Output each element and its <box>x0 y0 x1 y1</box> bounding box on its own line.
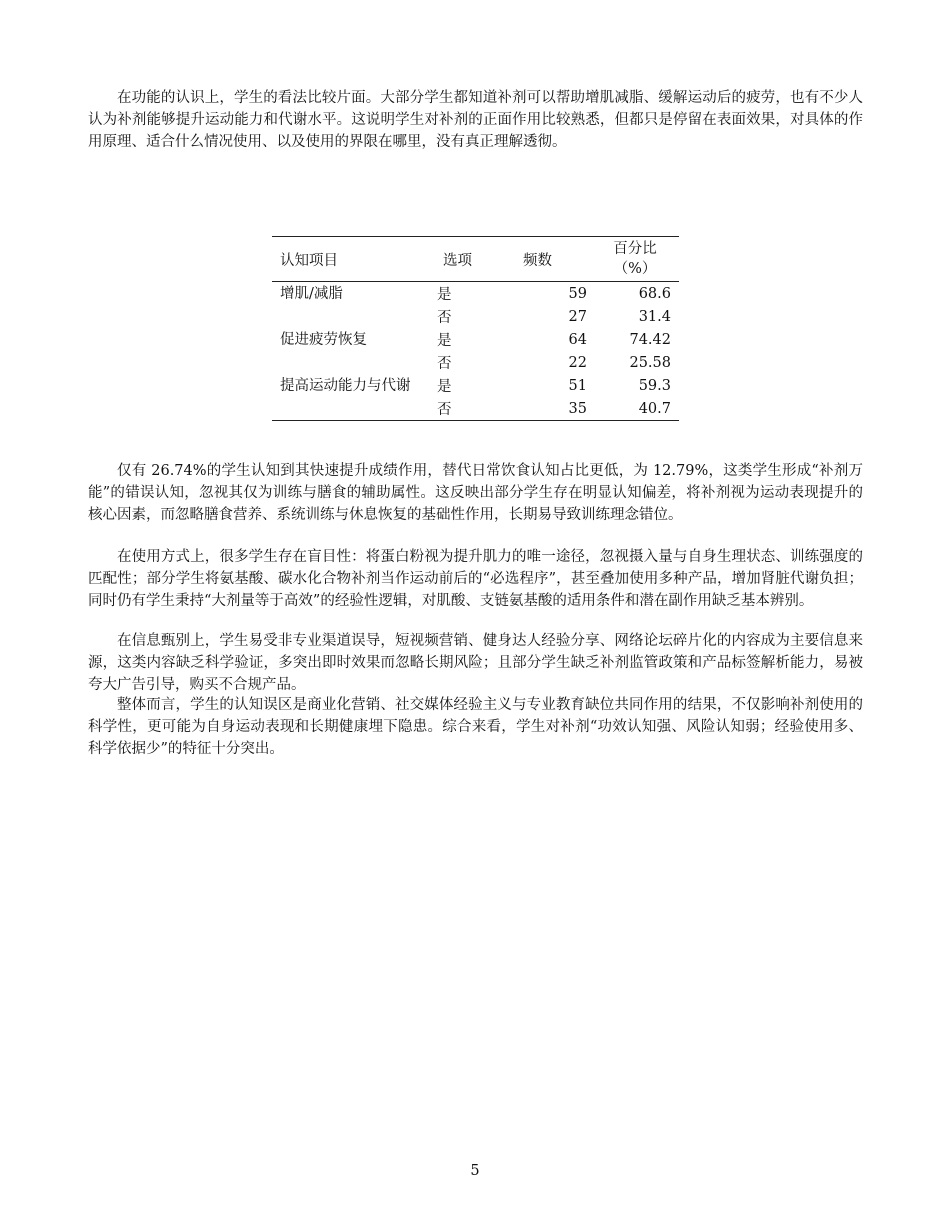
table-row <box>272 282 679 306</box>
header-percentage-label: 百分比 <box>613 241 657 257</box>
cell-option: 否 <box>437 310 452 326</box>
cell-item: 提高运动能力与代谢 <box>280 377 411 394</box>
cell-item: 增肌/减脂 <box>280 285 343 302</box>
cell-item: 促进疲劳恢复 <box>280 331 367 348</box>
cell-item <box>272 397 435 421</box>
paragraph-usage-method: 在使用方式上，很多学生存在盲目性：将蛋白粉视为提升肌力的唯一途径，忽视摄入量与自身生理状态、训练强度的匹配性；部分学生将氨基酸、碳水化合物补剂当作运动前后的“必选程序”，甚至叠加使用多种产品，增加肾脏代谢负担；同时仍有学生秉持“大剂量等于高效”的经验性逻辑，对肌酸、支链氨基酸的适用条件和潜在副作用缺乏基本辨别。 <box>88 549 863 609</box>
data-table <box>272 236 679 421</box>
cell-item <box>272 305 435 328</box>
table-header-row <box>272 237 679 282</box>
paragraph-information-screening: 在信息甄别上，学生易受非专业渠道误导，短视频营销、健身达人经验分享、网络论坛碎片化的内容成为主要信息来源，这类内容缺乏科学验证，多突出即时效果而忽略长期风险；且部分学生缺乏补剂监管政策和产品标签解析能力，易被夸大广告引导，购买不合规产品。 <box>88 633 863 693</box>
cell-percentage: 59.3 <box>638 377 671 394</box>
table-row <box>272 374 679 397</box>
cell-percentage: 74.42 <box>629 331 671 348</box>
cell-option: 否 <box>435 397 515 421</box>
paragraph-overall-summary: 整体而言，学生的认知误区是商业化营销、社交媒体经验主义与专业教育缺位共同作用的结果，不仅影响补剂使用的科学性，更可能为自身运动表现和长期健康埋下隐患。综合来看，学生对补剂“功效认知强、风险认知弱；经验使用多、科学依据少”的特征十分突出。 <box>88 697 863 757</box>
page-number: 5 <box>470 1163 480 1179</box>
table-row <box>272 351 679 374</box>
header-percentage-unit: （%） <box>613 261 657 277</box>
paragraph-misconception: 仅有 26.74%的学生认知到其快速提升成绩作用，替代日常饮食认知占比更低，为 12.79%，这类学生形成“补剂万能”的错误认知，忽视其仅为训练与膳食的辅助属性。这反映出部分学生存在明显认知偏差，将补剂视为运动表现提升的核心因素，而忽略膳食营养、系统训练与休息恢复的基础性作用，长期易导致训练理念错位。 <box>88 463 863 523</box>
cell-option: 是 <box>437 333 452 349</box>
cell-percentage: 31.4 <box>638 308 671 325</box>
cell-percentage: 68.6 <box>638 285 671 302</box>
cell-item <box>272 351 435 374</box>
cell-option: 是 <box>437 287 452 303</box>
table-row <box>272 305 679 328</box>
cell-percentage: 25.58 <box>629 354 671 371</box>
table-row <box>272 328 679 351</box>
cell-percentage: 40.7 <box>591 397 679 421</box>
table-row <box>272 397 679 421</box>
cell-frequency: 35 <box>515 397 591 421</box>
cell-option: 是 <box>437 379 452 395</box>
cell-frequency: 64 <box>568 331 587 348</box>
header-percentage <box>591 237 679 282</box>
cognition-table <box>272 236 679 421</box>
cell-frequency: 51 <box>568 377 587 394</box>
cell-frequency: 22 <box>568 354 587 371</box>
header-frequency: 频数 <box>515 237 591 282</box>
header-option: 选项 <box>435 237 515 282</box>
cell-option: 否 <box>437 356 452 372</box>
header-item: 认知项目 <box>272 237 435 282</box>
cell-frequency: 59 <box>568 285 587 302</box>
cell-frequency: 27 <box>568 308 587 325</box>
paragraph-function-awareness: 在功能的认识上，学生的看法比较片面。大部分学生都知道补剂可以帮助增肌减脂、缓解运动后的疲劳，也有不少人认为补剂能够提升运动能力和代谢水平。这说明学生对补剂的正面作用比较熟悉，但都只是停留在表面效果，对具体的作用原理、适合什么情况使用、以及使用的界限在哪里，没有真正理解透彻。 <box>88 90 863 150</box>
